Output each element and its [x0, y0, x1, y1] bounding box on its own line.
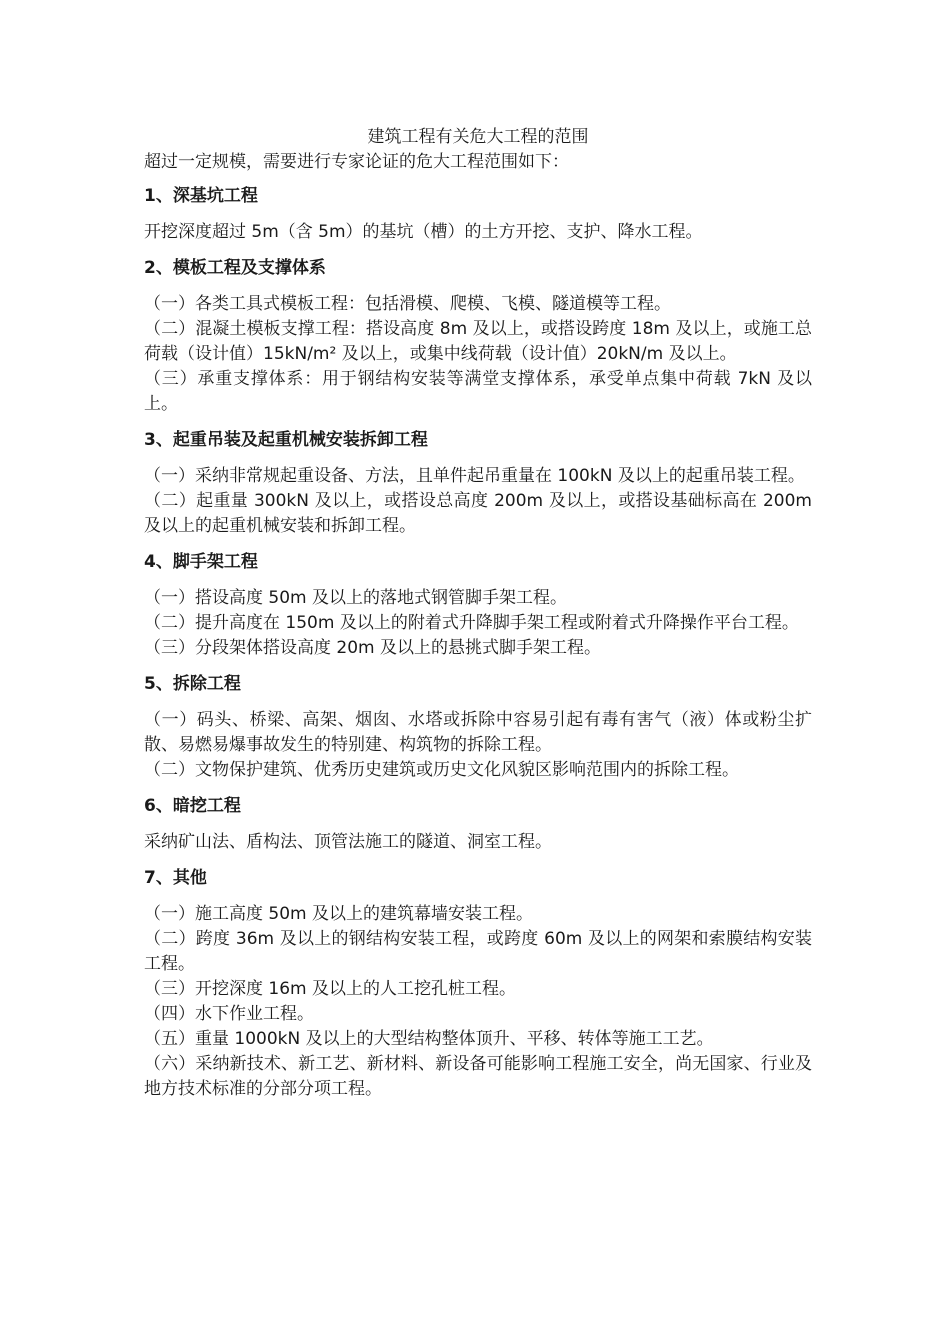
section-paragraph: （五）重量 1000kN 及以上的大型结构整体顶升、平移、转体等施工工艺。 — [144, 1029, 714, 1049]
section-formwork — [144, 255, 812, 417]
section-paragraph: （二）文物保护建筑、优秀历史建筑或历史文化风貌区影响范围内的拆除工程。 — [144, 760, 739, 780]
section-paragraph: （一）采纳非常规起重设备、方法，且单件起吊重量在 100kN 及以上的起重吊装工程。 — [144, 466, 805, 486]
section-other — [144, 865, 812, 1102]
section-heading: 5、拆除工程 — [144, 674, 241, 694]
section-paragraph: （二）提升高度在 150m 及以上的附着式升降脚手架工程或附着式升降操作平台工程。 — [144, 613, 799, 633]
section-paragraph: （三）分段架体搭设高度 20m 及以上的悬挑式脚手架工程。 — [144, 638, 601, 658]
section-deep-foundation-pit — [144, 183, 812, 245]
document-page — [144, 124, 812, 1112]
section-body — [144, 464, 812, 539]
section-heading: 7、其他 — [144, 868, 207, 888]
section-paragraph: （二）混凝土模板支撑工程：搭设高度 8m 及以上，或搭设跨度 18m 及以上，或施工总荷载（设计值）15kN/m² 及以上，或集中线荷载（设计值）20kN/m 及以上。 — [144, 319, 812, 364]
section-heading: 2、模板工程及支撑体系 — [144, 258, 326, 278]
section-body — [144, 586, 812, 661]
section-lifting — [144, 427, 812, 539]
section-body — [144, 708, 812, 783]
section-underground-excavation — [144, 793, 812, 855]
section-heading: 4、脚手架工程 — [144, 552, 258, 572]
section-paragraph: （一）搭设高度 50m 及以上的落地式钢管脚手架工程。 — [144, 588, 567, 608]
intro-text: 超过一定规模，需要进行专家论证的危大工程范围如下： — [144, 152, 569, 172]
section-heading: 6、暗挖工程 — [144, 796, 241, 816]
section-body — [144, 902, 812, 1102]
section-heading: 1、深基坑工程 — [144, 186, 258, 206]
section-body — [144, 292, 812, 417]
section-paragraph: （三）开挖深度 16m 及以上的人工挖孔桩工程。 — [144, 979, 516, 999]
section-heading: 3、起重吊装及起重机械安装拆卸工程 — [144, 430, 428, 450]
section-paragraph: （一）施工高度 50m 及以上的建筑幕墙安装工程。 — [144, 904, 533, 924]
section-paragraph: 开挖深度超过 5m（含 5m）的基坑（槽）的土方开挖、支护、降水工程。 — [144, 222, 703, 242]
section-paragraph: （一）码头、桥梁、高架、烟囱、水塔或拆除中容易引起有毒有害气（液）体或粉尘扩散、易燃易爆事故发生的特别建、构筑物的拆除工程。 — [144, 710, 812, 755]
section-paragraph: （六）采纳新技术、新工艺、新材料、新设备可能影响工程施工安全，尚无国家、行业及地方技术标准的分部分项工程。 — [144, 1054, 812, 1099]
section-paragraph: （二）跨度 36m 及以上的钢结构安装工程，或跨度 60m 及以上的网架和索膜结构安装工程。 — [144, 929, 812, 974]
section-paragraph: （二）起重量 300kN 及以上，或搭设总高度 200m 及以上，或搭设基础标高在 200m 及以上的起重机械安装和拆卸工程。 — [144, 491, 812, 536]
section-paragraph: （四）水下作业工程。 — [144, 1004, 314, 1024]
section-body — [144, 220, 812, 245]
section-body — [144, 830, 812, 855]
section-paragraph: 采纳矿山法、盾构法、顶管法施工的隧道、洞室工程。 — [144, 832, 552, 852]
section-demolition — [144, 671, 812, 783]
section-paragraph: （一）各类工具式模板工程：包括滑模、爬模、飞模、隧道模等工程。 — [144, 294, 671, 314]
document-title: 建筑工程有关危大工程的范围 — [367, 127, 589, 147]
section-scaffolding — [144, 549, 812, 661]
section-paragraph: （三）承重支撑体系：用于钢结构安装等满堂支撑体系，承受单点集中荷载 7kN 及以上。 — [144, 369, 812, 414]
